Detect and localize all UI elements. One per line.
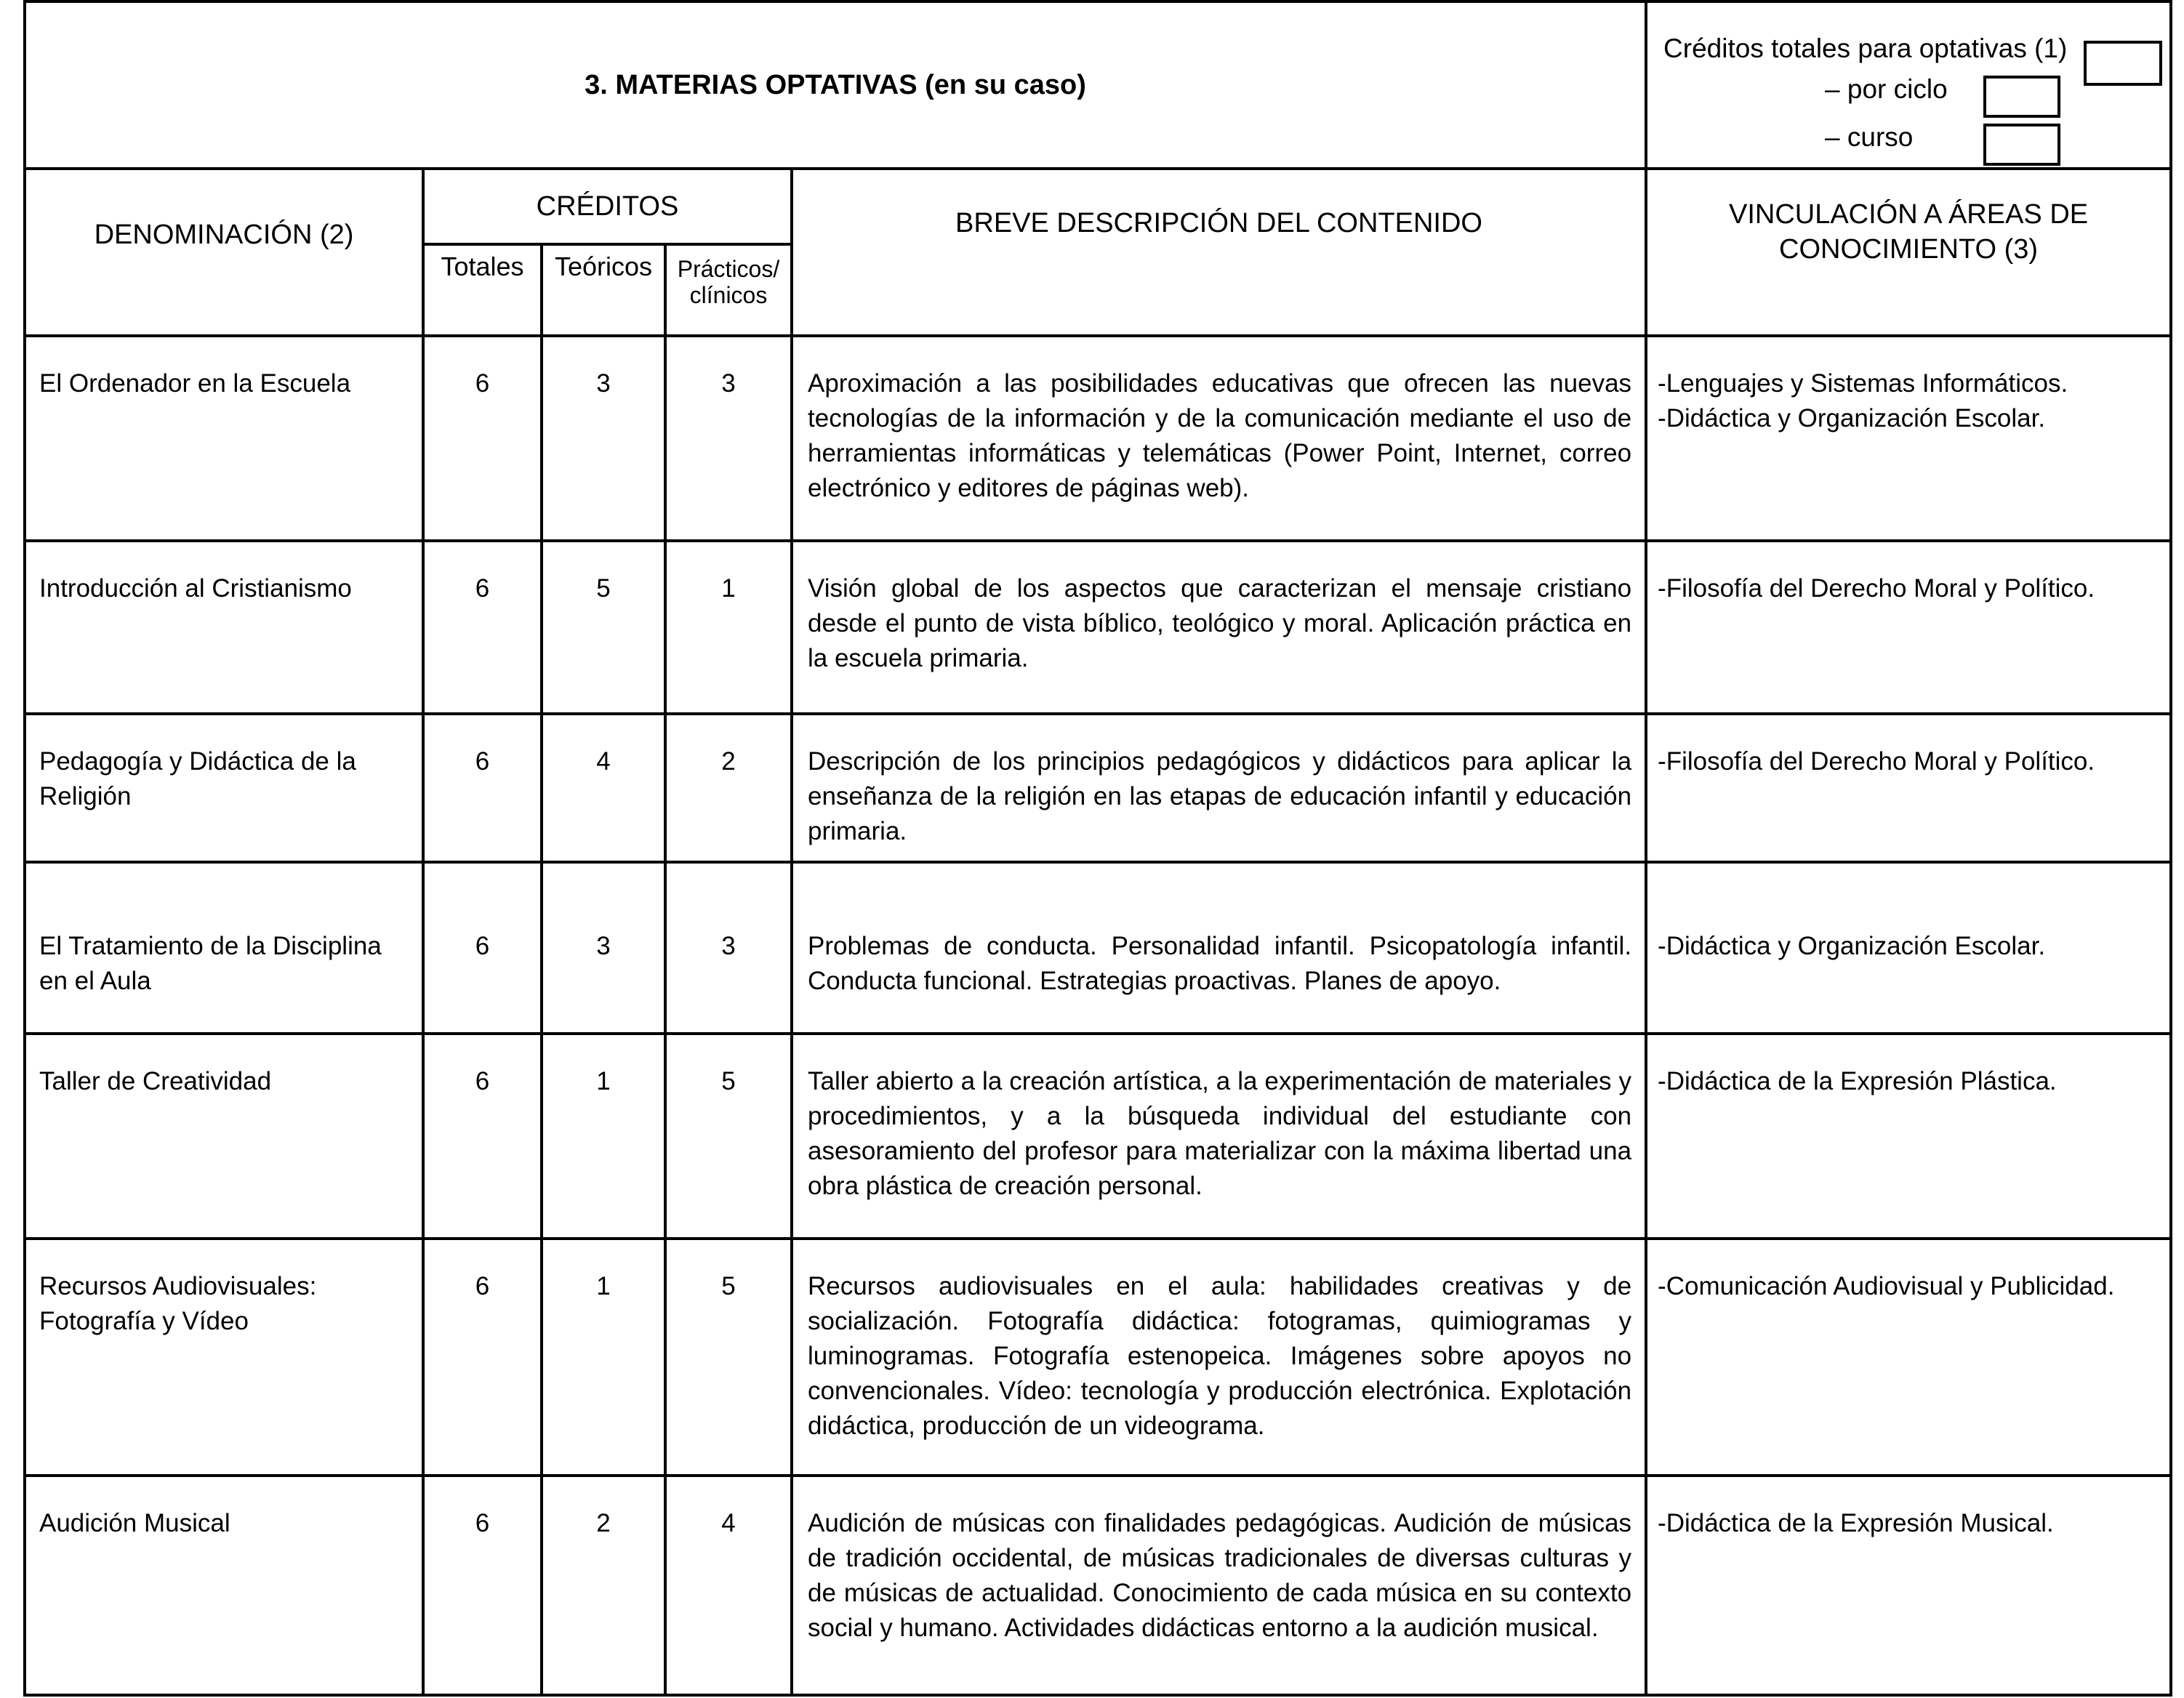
- credits-practicos: 1: [665, 541, 792, 714]
- credits-teoricos: 5: [542, 541, 665, 714]
- table-row: [25, 1476, 2171, 1695]
- credits-teoricos: 1: [542, 1239, 665, 1476]
- credits-practicos: 5: [665, 1034, 792, 1239]
- area-item: -Didáctica y Organización Escolar.: [1658, 404, 2046, 432]
- header-vinculacion-line1: VINCULACIÓN A ÁREAS DE: [1728, 199, 2089, 230]
- credits-summary: [1646, 1, 2171, 169]
- knowledge-areas: [1646, 336, 2171, 541]
- table-row: [25, 541, 2171, 714]
- subject-description: Aproximación a las posibilidades educativas que ofrecen las nuevas tecnologías de la información y de la comunicación mediante el uso de herramientas informáticas y telemáticas (Power Point, Internet, correo electrónico y editores de páginas web).: [792, 336, 1646, 541]
- credits-practicos: 2: [665, 714, 792, 862]
- table-row: [25, 1034, 2171, 1239]
- header-description-label: BREVE DESCRIPCIÓN DEL CONTENIDO: [955, 207, 1482, 238]
- subject-description: Descripción de los principios pedagógicos y didácticos para aplicar la enseñanza de la religión en las etapas de educación infantil y educación primaria.: [792, 714, 1646, 862]
- subject-description: Recursos audiovisuales en el aula: habilidades creativas y de socialización. Fotografía didáctica: fotogramas, quimiogramas y luminogramas. Fotografía estenopeica. Imágenes sobre apoyos no convencionales. Vídeo: tecnología y producción electrónica. Explotación didáctica, producción de un videograma.: [792, 1239, 1646, 1476]
- area-item: -Filosofía del Derecho Moral y Político.: [1658, 747, 2095, 776]
- table-row: [25, 336, 2171, 541]
- header-vinculacion: [1646, 169, 2171, 336]
- credits-totales: 6: [423, 1476, 542, 1695]
- knowledge-areas: [1646, 714, 2171, 862]
- column-header-row: [25, 169, 2171, 244]
- subject-name: Introducción al Cristianismo: [25, 541, 423, 714]
- area-item: -Lenguajes y Sistemas Informáticos.: [1658, 369, 2068, 398]
- table-row: [25, 1239, 2171, 1476]
- area-item: -Didáctica y Organización Escolar.: [1658, 932, 2046, 960]
- header-denomination-label: DENOMINACIÓN (2): [94, 219, 354, 250]
- header-description: [792, 169, 1646, 336]
- subject-description: Visión global de los aspectos que caracterizan el mensaje cristiano desde el punto de vista bíblico, teológico y moral. Aplicación práctica en la escuela primaria.: [792, 541, 1646, 714]
- credits-totales: 6: [423, 541, 542, 714]
- knowledge-areas: [1646, 1034, 2171, 1239]
- optativas-table: [23, 0, 2172, 1697]
- subject-name: Pedagogía y Didáctica de la Religión: [25, 714, 423, 862]
- per-cycle-box: [1983, 76, 2060, 118]
- course-label: – curso: [1825, 122, 1914, 152]
- credits-totales: 6: [423, 714, 542, 862]
- credits-teoricos: 4: [542, 714, 665, 862]
- credits-total-box: [2084, 41, 2162, 86]
- course-box: [1983, 124, 2060, 166]
- credits-totales: 6: [423, 336, 542, 541]
- knowledge-areas: [1646, 862, 2171, 1034]
- table-row: [25, 714, 2171, 862]
- credits-totales: 6: [423, 1239, 542, 1476]
- subject-name: Audición Musical: [25, 1476, 423, 1695]
- header-denomination: [25, 169, 423, 336]
- subject-name: El Ordenador en la Escuela: [25, 336, 423, 541]
- per-cycle-label: – por ciclo: [1825, 74, 1948, 104]
- credits-teoricos: 2: [542, 1476, 665, 1695]
- knowledge-areas: [1646, 541, 2171, 714]
- credits-teoricos: 3: [542, 336, 665, 541]
- table-row: [25, 862, 2171, 1034]
- knowledge-areas: [1646, 1476, 2171, 1695]
- credits-teoricos: 3: [542, 862, 665, 1034]
- subject-name: Recursos Audiovisuales: Fotografía y Vídeo: [25, 1239, 423, 1476]
- area-item: -Comunicación Audiovisual y Publicidad.: [1658, 1272, 2115, 1300]
- subject-description: Problemas de conducta. Personalidad infantil. Psicopatología infantil. Conducta funcional. Estrategias proactivas. Planes de apoyo.: [792, 862, 1646, 1034]
- title-cell: [25, 1, 1646, 169]
- header-practicos: Prácticos/ clínicos: [665, 244, 792, 336]
- credits-practicos: 3: [665, 336, 792, 541]
- header-vinculacion-line2: CONOCIMIENTO (3): [1779, 234, 2039, 265]
- credits-totales: 6: [423, 1034, 542, 1239]
- credits-totales: 6: [423, 862, 542, 1034]
- optativas-form: [23, 0, 2169, 1688]
- credits-practicos: 5: [665, 1239, 792, 1476]
- subject-description: Taller abierto a la creación artística, a la experimentación de materiales y procedimientos, y a la búsqueda individual del estudiante con asesoramiento del profesor para materializar con la máxima libertad una obra plástica de creación personal.: [792, 1034, 1646, 1239]
- header-totales: Totales: [423, 244, 542, 336]
- credits-teoricos: 1: [542, 1034, 665, 1239]
- credits-practicos: 3: [665, 862, 792, 1034]
- header-teoricos: Teóricos: [542, 244, 665, 336]
- subject-name: El Tratamiento de la Disciplina en el Aula: [25, 862, 423, 1034]
- knowledge-areas: [1646, 1239, 2171, 1476]
- area-item: -Didáctica de la Expresión Plástica.: [1658, 1067, 2057, 1095]
- header-credits: CRÉDITOS: [423, 169, 792, 244]
- credits-total-label: Créditos totales para optativas (1): [1663, 33, 2068, 63]
- area-item: -Didáctica de la Expresión Musical.: [1658, 1509, 2054, 1537]
- subject-name: Taller de Creatividad: [25, 1034, 423, 1239]
- title-row: [25, 1, 2171, 169]
- subject-description: Audición de músicas con finalidades pedagógicas. Audición de músicas de tradición occidental, de músicas tradicionales de diversas culturas y de músicas de actualidad. Conocimiento de cada música en su contexto social y humano. Actividades didácticas entorno a la audición musical.: [792, 1476, 1646, 1695]
- area-item: -Filosofía del Derecho Moral y Político.: [1658, 574, 2095, 603]
- page-title: 3. MATERIAS OPTATIVAS (en su caso): [585, 69, 1086, 100]
- credits-practicos: 4: [665, 1476, 792, 1695]
